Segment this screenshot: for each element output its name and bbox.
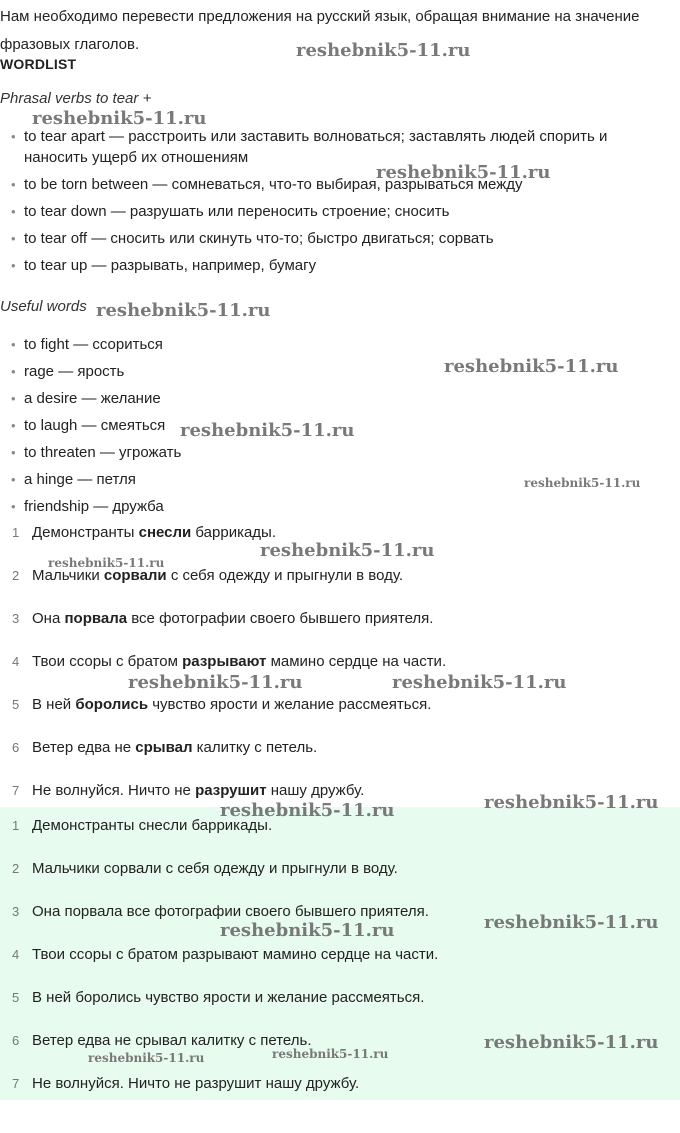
watermark: reshebnik5-11.ru (524, 476, 641, 490)
task-item (0, 608, 680, 630)
answer-item (0, 858, 680, 880)
answer-number: 3 (12, 904, 20, 919)
list-item: • to be torn between — сомневаться, что-то выбирая, разрываться между (0, 174, 670, 195)
watermark: reshebnik5-11.ru (484, 1032, 659, 1053)
list-item: • to tear off — сносить или скинуть что-то; быстро двигаться; сорвать (0, 228, 670, 249)
watermark: reshebnik5-11.ru (220, 800, 395, 821)
task-text: Твои ссоры с братом разрывают мамино сердце на части. (32, 653, 447, 670)
watermark: reshebnik5-11.ru (444, 356, 619, 377)
useful-words-heading: Useful words (0, 298, 87, 315)
list-item: • to fight — ссориться (0, 334, 670, 355)
list-item: • friendship — дружба (0, 496, 670, 517)
answer-text: Ветер едва не срывал калитку с петель. (32, 1032, 312, 1049)
list-item: • a desire — желание (0, 388, 670, 409)
task-text: Мальчики сорвали с себя одежду и прыгнули в воду. (32, 567, 404, 584)
answer-text: Не волнуйся. Ничто не разрушит нашу дружбу. (32, 1075, 360, 1092)
answer-text: Демонстранты снесли баррикады. (32, 817, 273, 834)
watermark: reshebnik5-11.ru (260, 540, 435, 561)
task-number: 1 (12, 525, 20, 540)
watermark: reshebnik5-11.ru (220, 920, 395, 941)
task-text: Ветер едва не срывал калитку с петель. (32, 739, 318, 756)
answer-text: В ней боролись чувство ярости и желание рассмеяться. (32, 989, 425, 1006)
answer-number: 4 (12, 947, 20, 962)
answer-item (0, 1073, 680, 1095)
watermark: reshebnik5-11.ru (376, 162, 551, 183)
task-text: Демонстранты снесли баррикады. (32, 524, 277, 541)
watermark: reshebnik5-11.ru (48, 556, 165, 570)
watermark: reshebnik5-11.ru (296, 40, 471, 61)
phrasal-verbs-heading: Phrasal verbs to tear + (0, 90, 152, 107)
answer-text: Она порвала все фотографии своего бывшего приятеля. (32, 903, 429, 920)
answer-text: Твои ссоры с братом разрывают мамино сердце на части. (32, 946, 439, 963)
list-item: • rage — ярость (0, 361, 670, 382)
watermark: reshebnik5-11.ru (96, 300, 271, 321)
watermark: reshebnik5-11.ru (484, 912, 659, 933)
phrasal-verb-translation: снесли (138, 524, 192, 541)
list-item: • to tear up — разрывать, например, бумагу (0, 255, 670, 276)
task-text: Она порвала все фотографии своего бывшего приятеля. (32, 610, 434, 627)
wordlist-heading: WORDLIST (0, 56, 77, 72)
answer-number: 5 (12, 990, 20, 1005)
phrasal-verb-translation: разрушит (195, 782, 267, 799)
task-item (0, 737, 680, 759)
answer-number: 2 (12, 861, 20, 876)
intro-text: Нам необходимо перевести предложения на русский язык, обращая внимание на значение фразовых глаголов. (0, 8, 640, 53)
watermark: reshebnik5-11.ru (180, 420, 355, 441)
watermark: reshebnik5-11.ru (128, 672, 303, 693)
task-number: 4 (12, 654, 20, 669)
watermark: reshebnik5-11.ru (88, 1051, 205, 1065)
list-item: • to tear down — разрушать или переносить строение; сносить (0, 201, 670, 222)
task-item (0, 694, 680, 716)
task-text: В ней боролись чувство ярости и желание рассмеяться. (32, 696, 432, 713)
answer-item (0, 944, 680, 966)
answer-item (0, 987, 680, 1009)
list-item: • to threaten — угрожать (0, 442, 670, 463)
answer-number: 6 (12, 1033, 20, 1048)
task-text: Не волнуйся. Ничто не разрушит нашу дружбу. (32, 782, 365, 799)
watermark: reshebnik5-11.ru (392, 672, 567, 693)
phrasal-verb-translation: порвала (64, 610, 128, 627)
list-item: • a hinge — петля (0, 469, 670, 490)
task-number: 2 (12, 568, 20, 583)
phrasal-verb-translation: срывал (135, 739, 193, 756)
answer-number: 7 (12, 1076, 20, 1091)
list-item: • to tear apart — расстроить или заставить волноваться; заставлять людей спорить и наносить ущерб их отношениям (0, 126, 670, 168)
task-number: 3 (12, 611, 20, 626)
watermark: reshebnik5-11.ru (484, 792, 659, 813)
answer-text: Мальчики сорвали с себя одежду и прыгнули в воду. (32, 860, 398, 877)
phrasal-verb-translation: боролись (75, 696, 149, 713)
answer-number: 1 (12, 818, 20, 833)
list-item: • to laugh — смеяться (0, 415, 670, 436)
task-number: 7 (12, 783, 20, 798)
phrasal-verb-translation: сорвали (103, 567, 167, 584)
watermark: reshebnik5-11.ru (32, 108, 207, 129)
phrasal-verbs-list (0, 126, 670, 282)
task-item (0, 651, 680, 673)
phrasal-verb-translation: разрывают (182, 653, 267, 670)
watermark: reshebnik5-11.ru (272, 1047, 389, 1061)
task-number: 6 (12, 740, 20, 755)
task-number: 5 (12, 697, 20, 712)
